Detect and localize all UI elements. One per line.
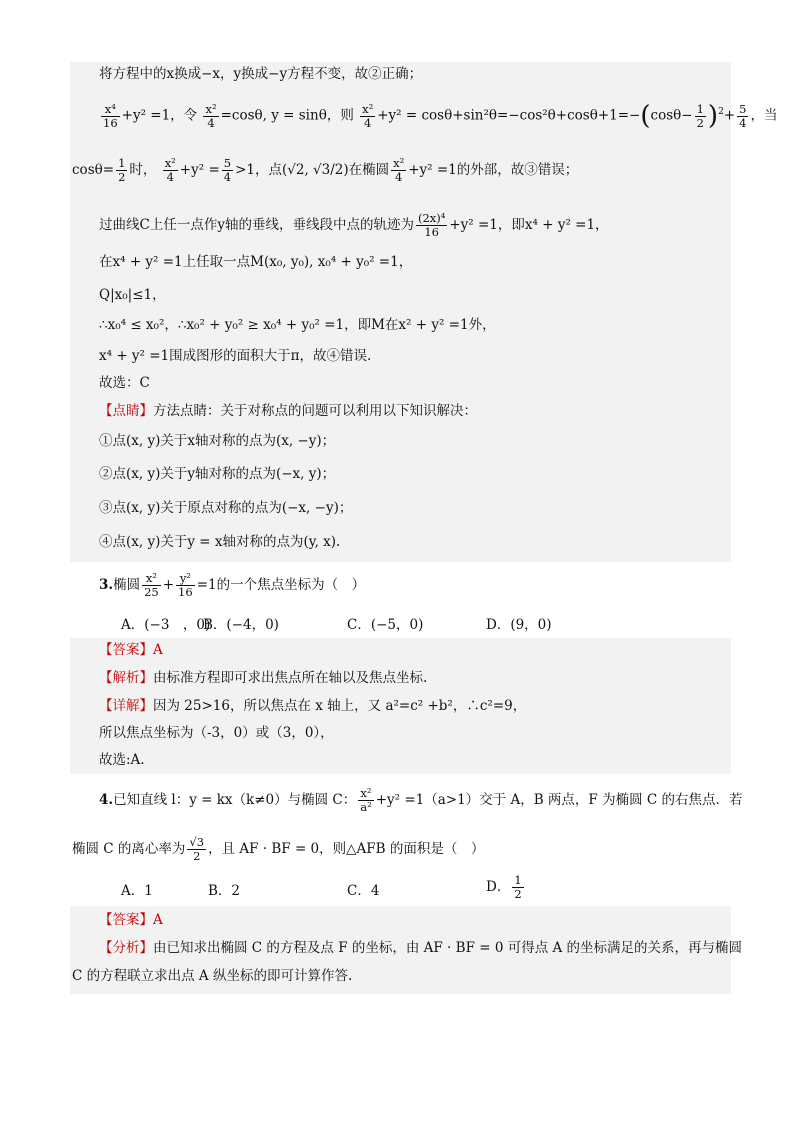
q3-stem: 3.椭圆 $\frac{\text{x²}}{25}$ + $\frac{\text{y²}}{16}$ =1的一个焦点坐标为（ ） <box>99 571 366 599</box>
q4-option-c: C．4 <box>347 883 380 899</box>
q4-option-a: A．1 <box>121 883 153 899</box>
solution-line-8: x⁴ + y² =1围成图形的面积大于π，故④错误. <box>99 348 372 364</box>
solution-line-6: Q|x₀|≤1， <box>99 287 166 303</box>
q4-analysis: 【分析】由已知求出椭圆 C 的方程及点 F 的坐标，由 AF · BF = 0 可得点 A 的坐标满足的关系，再与椭圆 <box>99 940 743 956</box>
solution-line-4: 过曲线C上任一点作y轴的垂线，垂线段中点的轨迹为 $\frac{\text{(2x)⁴}}{16}$ +y² =1，即x⁴ + y² =1， <box>99 211 609 239</box>
q3-analysis: 【解析】由标准方程即可求出焦点所在轴以及焦点坐标. <box>99 670 428 686</box>
q3-option-b: B．(−4，0) <box>203 617 279 633</box>
q3-detail: 【详解】因为 25>16，所以焦点在 x 轴上，又 a²=c² +b²，∴c²=9， <box>99 698 527 714</box>
solution-line-3: cosθ= $\frac{1}{2}$ 时， $\frac{\text{x²}}{4}$ +y² = $\frac{5}{4}$ >1，点(√2, √3/2)在椭圆 $\frac{\text{x²}}{4}$ +y² =1的外部，故③错误； <box>72 156 579 184</box>
q3-answer: 【答案】A <box>99 642 163 658</box>
tip-item-3: ③点(x, y)关于原点对称的点为(−x, −y)； <box>99 500 353 516</box>
q3-option-a: A．(−3 ，0) <box>121 617 211 633</box>
solution-line-7: ∴x₀⁴ ≤ x₀²，∴x₀² + y₀² ≥ x₀⁴ + y₀² =1，即M在x² + y² =1外， <box>99 317 496 333</box>
tip-heading: 【点睛】方法点睛：关于对称点的问题可以利用以下知识解决： <box>99 403 477 419</box>
q3-choice: 故选:A. <box>99 752 145 768</box>
tip-item-4: ④点(x, y)关于y = x轴对称的点为(y, x). <box>99 534 341 550</box>
q3-detail-2: 所以焦点坐标为（-3，0）或（3，0）， <box>99 725 334 741</box>
q4-option-d: D． $\frac{1}{2}$ <box>486 873 522 901</box>
q3-option-d: D．(9，0) <box>486 617 552 633</box>
q4-analysis-2: C 的方程联立求出点 A 纵坐标的即可计算作答. <box>72 968 353 984</box>
solution-shade <box>70 62 731 562</box>
q4-answer: 【答案】A <box>99 912 163 928</box>
q4-stem: 4.已知直线 l：y = kx（k≠0）与椭圆 C： $\frac{\text{x²}}{\text{a²}}$ +y² =1（a>1）交于 A，B 两点，F 为椭圆 C 的右焦点．若 <box>99 786 743 814</box>
tip-item-2: ②点(x, y)关于y轴对称的点为(−x, y)； <box>99 466 336 482</box>
tip-item-1: ①点(x, y)关于x轴对称的点为(x, −y)； <box>99 433 336 449</box>
solution-line-5: 在x⁴ + y² =1上任取一点M(x₀, y₀), x₀⁴ + y₀² =1， <box>99 254 413 270</box>
solution-line-2: $\frac{\text{x⁴}}{16}$ +y² =1，令 $\frac{\text{x²}}{4}$ =cosθ, y = sinθ，则 $\frac{\text{x²}}{4}$ +y² = cosθ+sin²θ=−cos²θ+cosθ+1=−(cosθ− $\frac{1}{2}$ )$^2$+ $\frac{5}{4}$ ，当 <box>103 101 778 131</box>
solution-line-1: 将方程中的x换成−x，y换成−y方程不变，故②正确； <box>99 66 423 82</box>
fraction: $\frac{\text{x⁴}}{16}$ <box>103 101 118 130</box>
q3-option-c: C．(−5，0) <box>347 617 424 633</box>
q4-option-b: B．2 <box>208 883 241 899</box>
solution-choice: 故选：C <box>99 375 150 391</box>
q4-stem-2: 椭圆 C 的离心率为 $\frac{√3}{2}$ ，且 AF · BF = 0，则△AFB 的面积是（ ） <box>72 835 485 863</box>
point-coordinates: (√2, √3/2) <box>281 162 349 178</box>
